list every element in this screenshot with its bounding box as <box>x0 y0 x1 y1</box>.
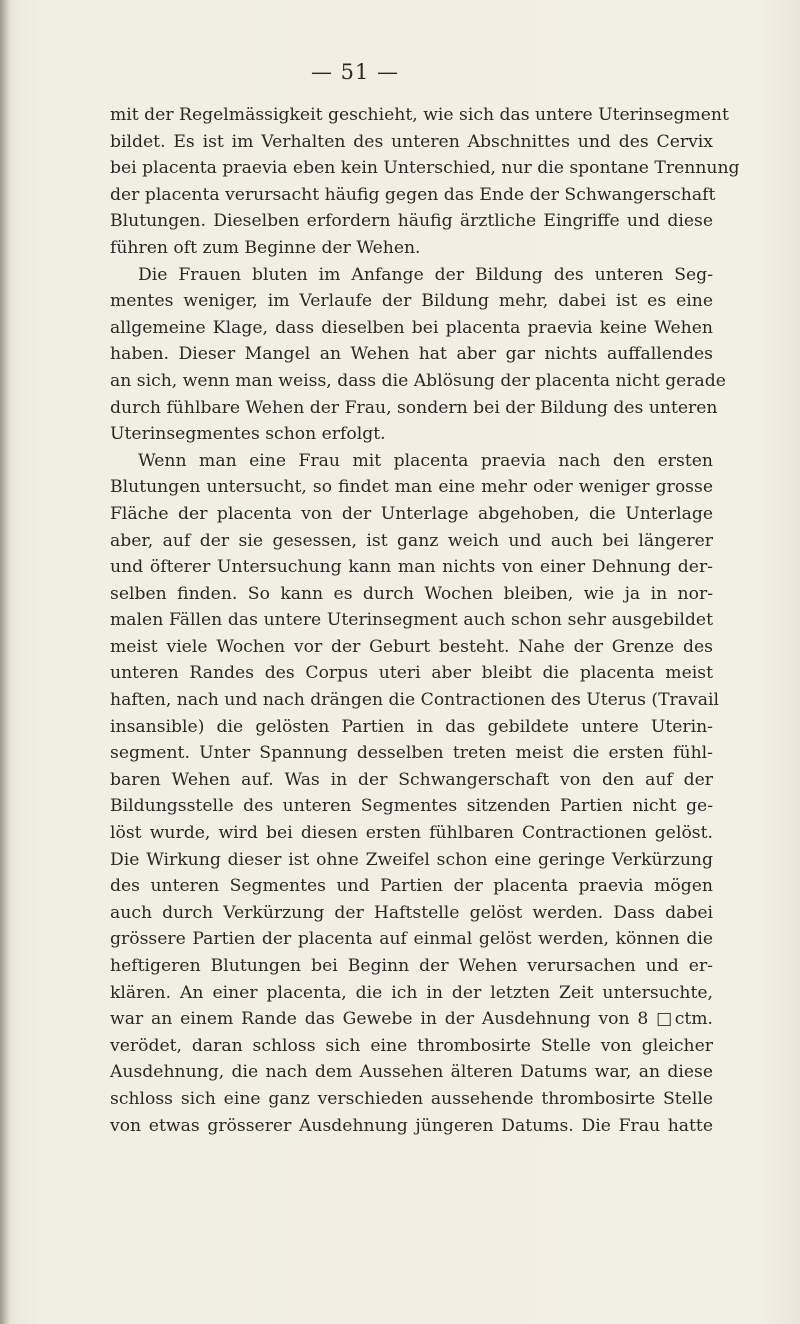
text-line: verödet, daran schloss sich eine thrombosirte Stelle von gleicher <box>110 1035 713 1056</box>
text-line: grössere Partien der placenta auf einmal gelöst werden, können die <box>110 929 713 950</box>
text-line: durch fühlbare Wehen der Frau, sondern bei der Bildung des unteren <box>110 397 718 418</box>
text-line: von etwas grösserer Ausdehnung jüngeren Datums. Die Frau hatte <box>110 1115 713 1136</box>
text-line: Uterinsegmentes schon erfolgt. <box>110 424 386 445</box>
text-line: Blutungen. Dieselben erfordern häufig ärztliche Eingriffe und diese <box>110 211 713 232</box>
text-line: meist viele Wochen vor der Geburt besteht. Nahe der Grenze des <box>110 636 713 657</box>
text-line: an sich, wenn man weiss, dass die Ablösung der placenta nicht gerade <box>110 370 726 391</box>
text-line: baren Wehen auf. Was in der Schwangerschaft von den auf der <box>110 769 713 790</box>
text-line: schloss sich eine ganz verschieden aussehende thrombosirte Stelle <box>110 1088 713 1109</box>
text-line: klären. An einer placenta, die ich in der letzten Zeit untersuchte, <box>110 982 713 1003</box>
text-line: Wenn man eine Frau mit placenta praevia nach den ersten <box>138 450 713 471</box>
text-line: bei placenta praevia eben kein Unterschied, nur die spontane Trennung <box>110 158 740 179</box>
text-line: Die Wirkung dieser ist ohne Zweifel schon eine geringe Verkürzung <box>110 849 713 870</box>
text-line: haften, nach und nach drängen die Contractionen des Uterus (Travail <box>110 690 719 711</box>
text-line: mit der Regelmässigkeit geschieht, wie sich das untere Uterinsegment <box>110 105 729 125</box>
text-line: des unteren Segmentes und Partien der placenta praevia mögen <box>110 876 713 897</box>
text-line: malen Fällen das untere Uterinsegment auch schon sehr ausgebildet <box>110 610 713 631</box>
text-line: insansible) die gelösten Partien in das gebildete untere Uterin- <box>110 716 713 737</box>
text-line: war an einem Rande das Gewebe in der Ausdehnung von 8 □ctm. <box>110 1009 713 1030</box>
text-line: Bildungsstelle des unteren Segmentes sitzenden Partien nicht ge- <box>110 796 713 817</box>
text-line: segment. Unter Spannung desselben treten meist die ersten fühl- <box>110 743 713 764</box>
text-line: unteren Randes des Corpus uteri aber bleibt die placenta meist <box>110 663 713 684</box>
text-line: und öfterer Untersuchung kann man nichts von einer Dehnung der- <box>110 557 713 578</box>
page-spine-shadow <box>0 0 10 1324</box>
page-number: — 51 — <box>310 60 400 84</box>
text-line: heftigeren Blutungen bei Beginn der Wehen verursachen und er- <box>110 956 713 976</box>
text-line: allgemeine Klage, dass dieselben bei placenta praevia keine Wehen <box>110 317 713 338</box>
text-line: der placenta verursacht häufig gegen das Ende der Schwangerschaft <box>110 184 716 205</box>
text-line: aber, auf der sie gesessen, ist ganz weich und auch bei längerer <box>110 530 713 551</box>
text-line: Die Frauen bluten im Anfange der Bildung des unteren Seg- <box>138 264 713 285</box>
text-line: haben. Dieser Mangel an Wehen hat aber gar nichts auffallendes <box>110 344 713 365</box>
body-text <box>110 102 740 1139</box>
text-line: selben finden. So kann es durch Wochen bleiben, wie ja in nor- <box>110 583 713 604</box>
text-line: Ausdehnung, die nach dem Aussehen älteren Datums war, an diese <box>110 1062 713 1083</box>
text-line: Fläche der placenta von der Unterlage abgehoben, die Unterlage <box>110 503 713 524</box>
text-line: Blutungen untersucht, so findet man eine mehr oder weniger grosse <box>110 477 713 498</box>
text-line: auch durch Verkürzung der Haftstelle gelöst werden. Dass dabei <box>110 902 713 923</box>
text-line: bildet. Es ist im Verhalten des unteren Abschnittes und des Cervix <box>110 131 713 152</box>
text-line: führen oft zum Beginne der Wehen. <box>110 237 421 258</box>
text-line: löst wurde, wird bei diesen ersten fühlbaren Contractionen gelöst. <box>110 823 713 844</box>
text-line: mentes weniger, im Verlaufe der Bildung mehr, dabei ist es eine <box>110 291 713 312</box>
